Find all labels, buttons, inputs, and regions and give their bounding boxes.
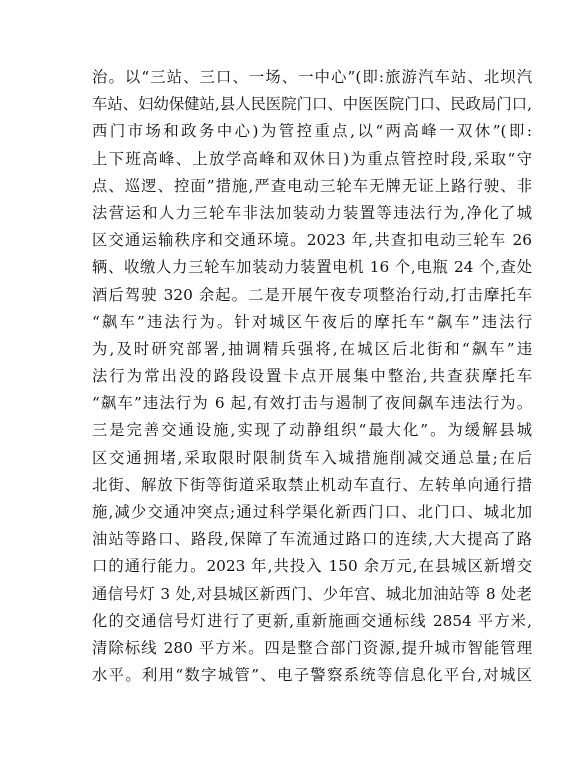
- text-line: 区交通拥堵,采取限时限制货车入城措施削减交通总量;在后: [92, 448, 532, 467]
- text-line: 清除标线 280 平方米。四是整合部门资源,提升城市智能管理: [92, 638, 532, 657]
- text-line: 油站等路口、路段,保障了车流通过路口的连续,大大提高了路: [92, 530, 532, 549]
- text-line: 区交通运输秩序和交通环境。2023 年,共查扣电动三轮车 26: [92, 231, 532, 250]
- text-line: 法行为常出没的路段设置卡点开展集中整治,共查获摩托车: [92, 367, 532, 386]
- text-line: 水平。利用“数字城管”、电子警察系统等信息化平台,对城区: [92, 666, 532, 685]
- text-line: 施,减少交通冲突点;通过科学渠化新西门口、北门口、城北加: [92, 503, 532, 521]
- text-line: 法营运和人力三轮车非法加装动力装置等违法行为,净化了城: [92, 203, 532, 222]
- text-line: “飙车”违法行为。针对城区午夜后的摩托车“飙车”违法行: [92, 312, 532, 331]
- text-line: 西门市场和政务中心)为管控重点,以“两高峰一双休”(即:: [92, 122, 532, 141]
- text-line: 治。以“三站、三口、一场、一中心”(即:旅游汽车站、北坝汽: [92, 68, 532, 86]
- text-line: 点、巡逻、控面”措施,严查电动三轮车无牌无证上路行驶、非: [92, 176, 532, 195]
- text-line: 北街、解放下街等街道采取禁止机动车直行、左转单向通行措: [92, 475, 532, 494]
- text-line: 车站、妇幼保健站,县人民医院门口、中医医院门口、民政局门口,: [92, 95, 532, 114]
- text-line: 酒后驾驶 320 余起。二是开展午夜专项整治行动,打击摩托车: [92, 285, 532, 304]
- text-line: 上下班高峰、上放学高峰和双休日)为重点管控时段,采取“守: [92, 149, 532, 168]
- text-line: 口的通行能力。2023 年,共投入 150 余万元,在县城区新增交: [92, 557, 532, 576]
- body-paragraph: [92, 64, 532, 689]
- text-line: 三是完善交通设施,实现了动静组织“最大化”。为缓解县城: [92, 421, 532, 440]
- text-line: 化的交通信号灯进行了更新,重新施画交通标线 2854 平方米,: [92, 611, 532, 630]
- text-line: 辆、收缴人力三轮车加装动力装置电机 16 个,电瓶 24 个,查处: [92, 258, 532, 277]
- text-line: “飙车”违法行为 6 起,有效打击与遏制了夜间飙车违法行为。: [92, 394, 532, 413]
- text-line: 通信号灯 3 处,对县城区新西门、少年宫、城北加油站等 8 处老: [92, 584, 532, 603]
- text-line: 为,及时研究部署,抽调精兵强将,在城区后北街和“飙车”违: [92, 339, 532, 358]
